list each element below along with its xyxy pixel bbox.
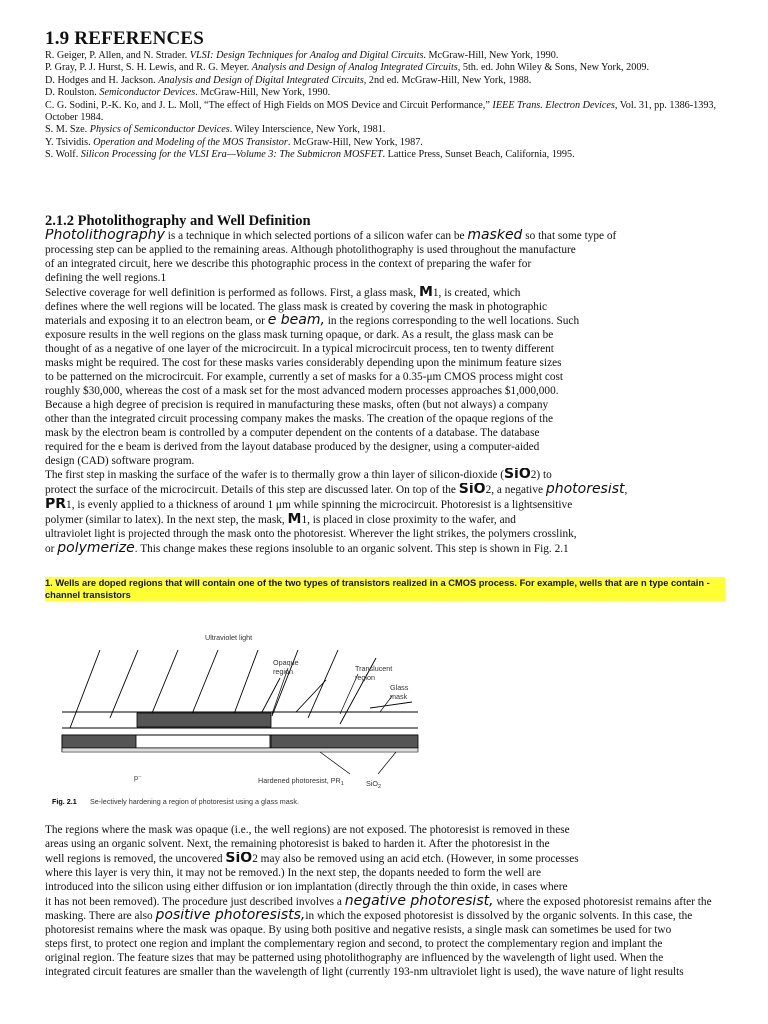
text-line: ultraviolet light is projected through the mask onto the photoresist. Wherever the light strikes, the polymers crosslink, <box>45 528 577 541</box>
label-opaque-2: region <box>273 667 293 676</box>
text-line: or polymerize. This change makes these regions insoluble to an organic solvent. This step is shown in Fig. 2.1 <box>45 541 569 556</box>
section-body <box>45 229 735 557</box>
reference-entry: R. Geiger, P. Allen, and N. Strader. VLSI: Design Techniques for Analog and Digital Circuits. McGraw-Hill, New York, 1990. <box>45 50 559 61</box>
text-line: areas using an organic solvent. Next, the remaining photoresist is baked to harden it. After the photoresist in the <box>45 837 550 850</box>
label-translucent-2: region <box>355 673 375 682</box>
label-translucent-1: Translucent <box>355 664 393 673</box>
text-line: defining the well regions.1 <box>45 271 167 284</box>
caption-number: Fig. 2.1 <box>52 797 77 806</box>
reference-entry: S. M. Sze. Physics of Semiconductor Devices. Wiley Interscience, New York, 1981. <box>45 124 386 136</box>
text-line: exposure results in the well regions on the glass mask turning opaque, or dark. As a result, the glass mask can be <box>45 329 554 342</box>
text-line: it has not been removed). The procedure just described involves a negative photoresist, where the exposed photoresist remains after the <box>45 894 712 909</box>
opaque-region <box>137 713 271 727</box>
text-line: The first step in masking the surface of the wafer is to thermally grow a thin layer of silicon-dioxide (SiO2) to <box>45 468 552 483</box>
label-p: p⁻ <box>134 773 142 782</box>
section-body-continued <box>45 824 735 980</box>
text-line: photoresist remains where the mask was opaque. By using both positive and negative resists, a single mask can sometimes be used for two <box>45 924 672 937</box>
text-line: The regions where the mask was opaque (i.e., the well regions) are not exposed. The photoresist is removed in these <box>45 824 570 836</box>
text-line: defines where the well regions will be located. The glass mask is created by covering the mask in photographic <box>45 300 548 313</box>
reference-entry: D. Roulston. Semiconductor Devices. McGraw-Hill, New York, 1990. <box>45 87 331 99</box>
text-line: of an integrated circuit, here we describe this photographic process in the context of preparing the wafer for <box>45 257 532 270</box>
text-line: Selective coverage for well definition is performed as follows. First, a glass mask, M1, is created, which <box>45 285 521 300</box>
uv-ray <box>234 650 258 714</box>
text-line: design (CAD) software program. <box>45 454 195 467</box>
text-line: PR1, is evenly applied to a thickness of around 1 μm while spinning the microcircuit. Photoresist is a lightsensitive <box>45 498 573 513</box>
references-heading: 1.9 REFERENCES <box>45 28 205 49</box>
uv-ray <box>308 650 338 718</box>
text-line: Photolithography is a technique in which selected portions of a silicon wafer can be masked so that some type of <box>45 229 617 243</box>
text-line: processing step can be applied to the remaining areas. Although photolithography is used throughout the manufacture <box>45 243 576 256</box>
text-line: masks might be required. The cost for these masks varies considerably depending upon the minimum feature sizes <box>45 357 562 370</box>
text-line: introduced into the silicon using either diffusion or ion implantation (directly through the thin oxide, in cases where <box>45 880 568 893</box>
reference-entry: P. Gray, P. J. Hurst, S. H. Lewis, and R. G. Meyer. Analysis and Design of Analog Integrated Circuits, 5th. ed. John Wiley & Sons, New York, 2009. <box>45 62 650 74</box>
label-hardened: Hardened photoresist, $PR_1$ <box>258 776 344 787</box>
hardened-photoresist-left <box>62 735 136 748</box>
text-line: required for the e beam is derived from the layout database produced by the designer, using a computer-aided <box>45 440 540 453</box>
text-line: original region. The feature sizes that may be patterned using photolithography are influenced by the wavelength of light used. When the <box>45 952 664 965</box>
reference-entry: Y. Tsividis. Operation and Modeling of the MOS Transistor. McGraw-Hill, New York, 1987. <box>45 136 423 148</box>
uv-ray <box>150 650 178 718</box>
uv-ray <box>110 650 138 718</box>
caption-text: Se-lectively hardening a region of photoresist using a glass mask. <box>90 797 299 806</box>
reference-entry: C. G. Sodini, P.-K. Ko, and J. L. Moll, “The effect of High Fields on MOS Device and Circuit Performance,” IEEE Trans. Electron Devices, Vol. 31, pp. 1386-1393, October 1984. <box>45 99 717 124</box>
reference-entry: D. Hodges and H. Jackson. Analysis and Design of Digital Integrated Circuits, 2nd ed. McGraw-Hill, New York, 1988. <box>45 74 532 86</box>
text-line: masking. There are also positive photoresists,in which the exposed photoresist is dissolved by the organic solvents. In this case, the <box>45 909 693 924</box>
label-sio2: SiO$_2$ <box>366 779 382 790</box>
label-opaque-1: Opaque <box>273 658 299 667</box>
text-line: to be patterned on the microcircuit. For example, currently a set of masks for a 0.35-μm CMOS process might cost <box>45 371 564 384</box>
footnote: 1. Wells are doped regions that will contain one of the two types of transistors realized in a CMOS process. For example, wells that are n type contain -channel transistors <box>45 577 725 601</box>
text-line: steps first, to protect one region and implant the complementary region and second, to protect the complementary region and implant the <box>45 938 663 951</box>
text-line: integrated circuit features are smaller than the wavelength of light (currently 193-nm ultraviolet light is used), the wave nature of light results <box>45 966 684 979</box>
reference-entry: S. Wolf. Silicon Processing for the VLSI Era—Volume 3: The Submicron MOSFET. Lattice Press, Sunset Beach, California, 1995. <box>45 149 575 161</box>
text-line: protect the surface of the microcircuit. Details of this step are discussed later. On top of the SiO2, a negative photoresist, <box>45 483 628 498</box>
text-line: roughly $30,000, whereas the cost of a mask set for the most advanced modern processes approaches $1,000,000. <box>45 384 559 397</box>
hardened-photoresist-right <box>271 735 418 748</box>
uv-ray <box>192 650 218 714</box>
label-uv: Ultraviolet light <box>205 633 253 642</box>
text-line: Because a high degree of precision is required in manufacturing these masks, often (but not always) a company <box>45 398 549 411</box>
text-line: mask by the electron beam is controlled by a computer dependent on the contents of a database. The database <box>45 426 540 439</box>
text-line: other than the integrated circuit processing company makes the masks. The creation of the opaque regions of the <box>45 412 553 425</box>
text-line: well regions is removed, the uncovered SiO2 may also be removed using an acid etch. (However, in some processes <box>45 851 579 866</box>
text-line: thought of as a negative of one layer of the microcircuit. In a typical microcircuit process, ten to twenty different <box>45 343 554 356</box>
label-glass-2: mask <box>390 692 408 701</box>
sio2-layer <box>62 748 418 752</box>
section-heading: 2.1.2 Photolithography and Well Definition <box>45 213 311 229</box>
uv-ray <box>70 650 100 728</box>
references-list <box>45 50 735 162</box>
label-glass-1: Glass <box>390 683 409 692</box>
text-line: materials and exposing it to an electron beam, or e beam, in the regions corresponding to the well locations. Such <box>45 314 580 329</box>
figure-2-1 <box>40 628 428 810</box>
text-line: polymer (similar to latex). In the next step, the mask, M1, is placed in close proximity to the wafer, and <box>45 513 516 528</box>
text-line: where this layer is very thin, it may not be removed.) In the next step, the dopants needed to form the well are <box>45 866 541 879</box>
